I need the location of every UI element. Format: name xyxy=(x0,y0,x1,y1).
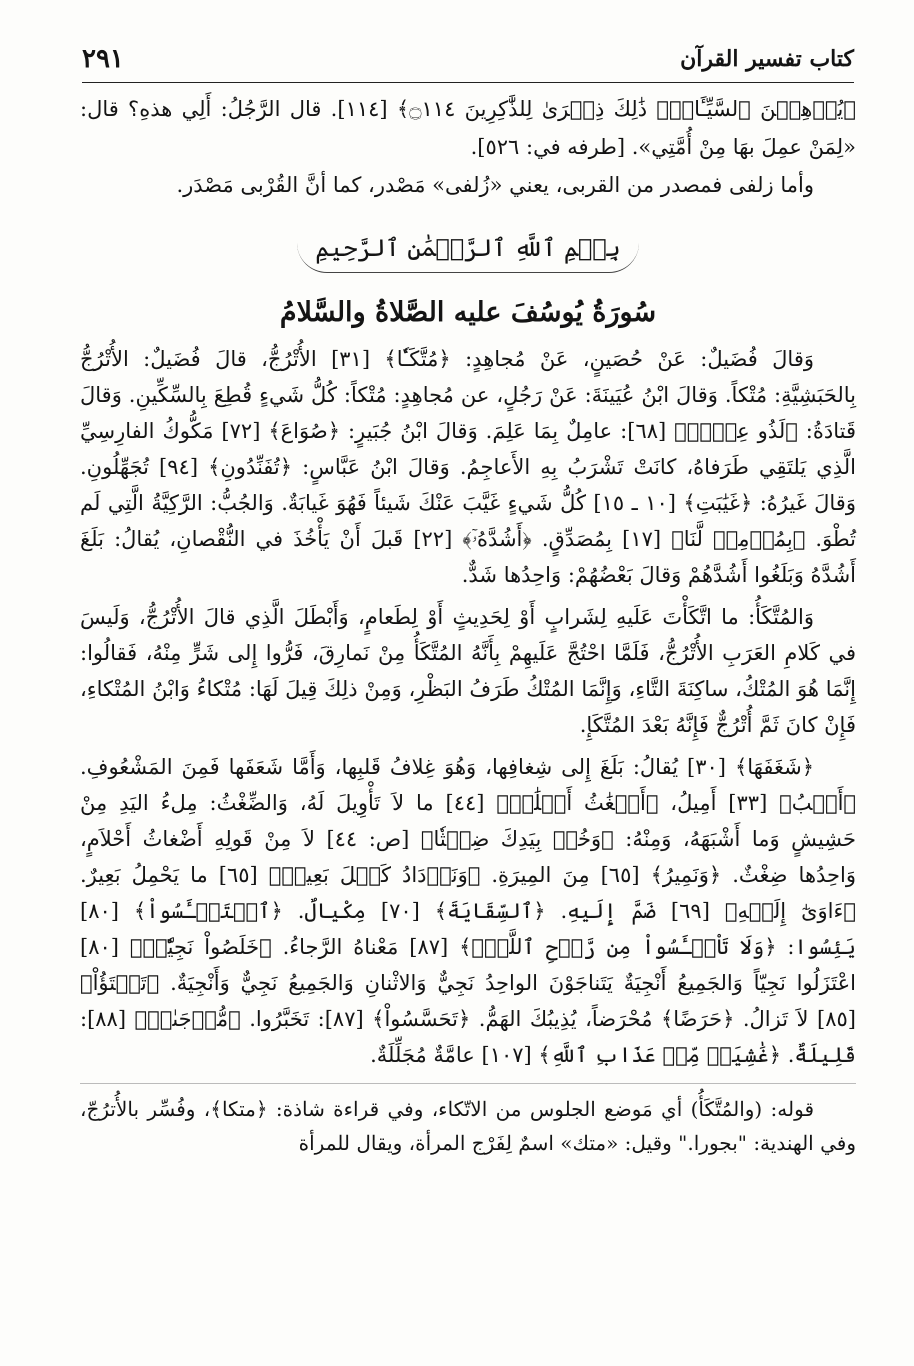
intro-paragraph: ﴿يُذۡهِبۡنَ ٱلسَّيِّـَٔاتِۚ ذَٰلِكَ ذِكۡرَىٰ لِلذَّٰكِرِينَ ۝١١٤﴾ [١١٤]. قال الرَّجُلُ: أَلِي هذهِ؟ قال: «لِمَنْ عمِلَ بهَا مِنْ أُمَّتِي». [طرفه في: ٥٢٦]. xyxy=(80,97,856,159)
surah-title: سُورَةُ يُوسُفَ عليه الصَّلاةُ والسَّلامُ xyxy=(279,297,657,328)
body-paragraph: وَالمُتَّكَأُ: ما اتَّكَأْتَ عَلَيهِ لِشَرابٍ أَوْ لِحَدِيثٍ أَوْ لِطَعامٍ، وَأَبْطَلَ الَّذِي قالَ الأُتْرُجُّ، وَلَيسَ في كَلامِ العَرَبِ الأُتْرُجُّ، فَلَمَّا احْتُجَّ عَلَيهِمْ بِأَنَّهُ المُتَّكَأُ مِنْ نَمارِقَ، فَرُّوا إِلى شَرٍّ مِنْهُ، فَقالُوا: إِنَّمَا هُوَ المُتْكُ، ساكِنَةَ التَّاءِ، وَإِنَّمَا المُتْكُ طَرَفُ البَظْرِ، وَمِنْ ذلِكَ قِيلَ لَهَا: مُتْكاءُ وَابْنُ المُتْكاءِ، فَإِنْ كانَ ثَمَّ أُتْرُجٌّ فَإِنَّهُ بَعْدَ المُتَّكَإِ. xyxy=(80,605,856,737)
body-paragraph: وَقالَ فُضَيلٌ: عَنْ حُصَينٍ، عَنْ مُجاهِدٍ: ﴿مُتَّكَـٔٗا﴾ [٣١] الأُتْرُجُّ، قالَ فُضَيلٌ: الأُتْرُجُّ بِالحَبَشِيَّةِ: مُتْكاً. وَقالَ ابْنُ عُيَينَةَ: عَنْ رَجُلٍ، عن مُجاهِدٍ: مُتْكاً: كُلُّ شَيءٍ قُطِعَ بِالسِّكِّينِ. وَقالَ قَتادَةُ: ﴿لَذُو عِلۡمٖ﴾ [٦٨]: عامِلٌ بِمَا عَلِمَ. وَقالَ ابْنُ جُبَيرٍ: ﴿صُوَاعَ﴾ [٧٢] مَكُّوكُ الفارِسِيِّ الَّذِي يَلتَقِي طَرَفاهُ، كانَتْ تَشْرَبُ بِهِ الأَعاجِمُ. وَقالَ ابْنُ عَبَّاسٍ: ﴿تُفَنِّدُونِ﴾ [٩٤] تُجَهِّلُونِ. وَقالَ غَيرُهُ: ﴿غَيَٰبَتِ﴾ [١٠ ـ ١٥] كُلُّ شَيءٍ غَيَّبَ عَنْكَ شَيئاً فَهُوَ غَيابَةٌ. وَالجُبُّ: الرَّكِيَّةُ الَّتِي لَم تُطْوَ. ﴿بِمُؤۡمِنٖ لَّنَا﴾ [١٧] بِمُصَدِّقٍ. ﴿أَشُدَّهُۥٓ﴾ [٢٢] قَبلَ أَنْ يَأْخُذَ في النُّقْصانِ، يُقالُ: بَلَغَ أَشُدَّهُ وَبَلَغُوا أَشُدَّهُمْ وَقالَ بَعْضُهُمْ: وَاحِدُها شَدٌّ. xyxy=(80,347,857,587)
basmala xyxy=(80,228,856,273)
page-header xyxy=(82,40,854,83)
intro-note: وأما زلفى فمصدر من القربى، يعني «زُلفى» مَصْدر، كما أنَّ القُرْبى مَصْدَر. xyxy=(176,173,814,197)
page-number: ٢٩١ xyxy=(82,44,124,74)
basmala-text: بِسۡمِ ٱللَّهِ ٱلرَّحۡمَٰنِ ٱلرَّحِيمِ xyxy=(297,228,639,273)
commentary-paragraph: قوله: (والمُتَّكَأُ) أي مَوضع الجلوس من الاتّكاء، وفي قراءة شاذة: ﴿متكا﴾، وفُسِّر بالأُترُجّ، وفي الهندية: "بجورا." وقيل: «متك» اسمٌ لِفَرْج المرأة، ويقال للمرأة xyxy=(80,1097,856,1155)
body-paragraph: ﴿شَغَفَهَا﴾ [٣٠] يُقالُ: بَلَغَ إِلى شِغافِها، وَهُوَ غِلافُ قَلبِها، وَأَمَّا شَعَفَها فَمِنَ المَشْعُوفِ. ﴿أَصۡبُ﴾ [٣٣] أَمِيلُ، ﴿أَضۡغَٰثُ أَحۡلَٰمٖ﴾ [٤٤] ما لاَ تَأْوِيلَ لَهُ، وَالضِّغْثُ: مِلءُ اليَدِ مِنْ حَشِيشٍ وَما أَشْبَهَهُ، وَمِنْهُ: ﴿وَخُذۡ بِيَدِكَ ضِغۡثٗا﴾ [ص: ٤٤] لاَ مِنْ قَولِهِ أَضْغاثُ أَحْلاَمٍ، وَاحِدُها ضِغْثٌ. ﴿وَنَمِيرُ﴾ [٦٥] مِنَ المِيرَةِ. ﴿وَنَزۡدَادُ كَيۡلَ بَعِيرٖ﴾ [٦٥] ما يَحْمِلُ بَعِيرٌ. ﴿ءَاوَىٰٓ إِلَيۡهِ﴾ [٦٩] ضَمَّ إِلَيهِ. ﴿ٱلسِّقَايَةَ﴾ [٧٠] مِكْيالٌ. ﴿ٱسۡتَيۡـَٔسُواْ﴾ [٨٠] يَئِسُوا: ﴿وَلَا تَاْيۡـَٔسُواْ مِن رَّوۡحِ ٱللَّهِۖ﴾ [٨٧] مَعْناهُ الرَّجاءُ. ﴿خَلَصُواْ نَجِيّٗاۖ﴾ [٨٠] اعْتَزَلُوا نَجِيّاً وَالجَمِيعُ أَنْجِيَةٌ يَتَناجَوْنَ الواحِدُ نَجِيٌّ وَالاثْنانِ وَالجَمِيعُ نَجِيٌّ وَأَنْجِيَةٌ. ﴿تَفۡتَؤُاْ﴾ [٨٥] لاَ تَزالُ. ﴿حَرَضًا﴾ مُحْرَضاً، يُذِيبُكَ الهَمُّ. ﴿تَحَسَّسُواْ﴾ [٨٧]: تَخَبَّرُوا. ﴿مُّزۡجَىٰةٖ﴾ [٨٨]: قَلِيلَةٌ. ﴿غَٰشِيَةٞ مِّنۡ عَذَابِ ٱللَّهِ﴾ [١٠٧] عامَّةٌ مُجَلِّلَةٌ. xyxy=(80,755,857,1067)
page-content xyxy=(80,90,856,1160)
footnote-divider xyxy=(80,1083,856,1084)
book-title: كتاب تفسير القرآن xyxy=(680,46,854,72)
